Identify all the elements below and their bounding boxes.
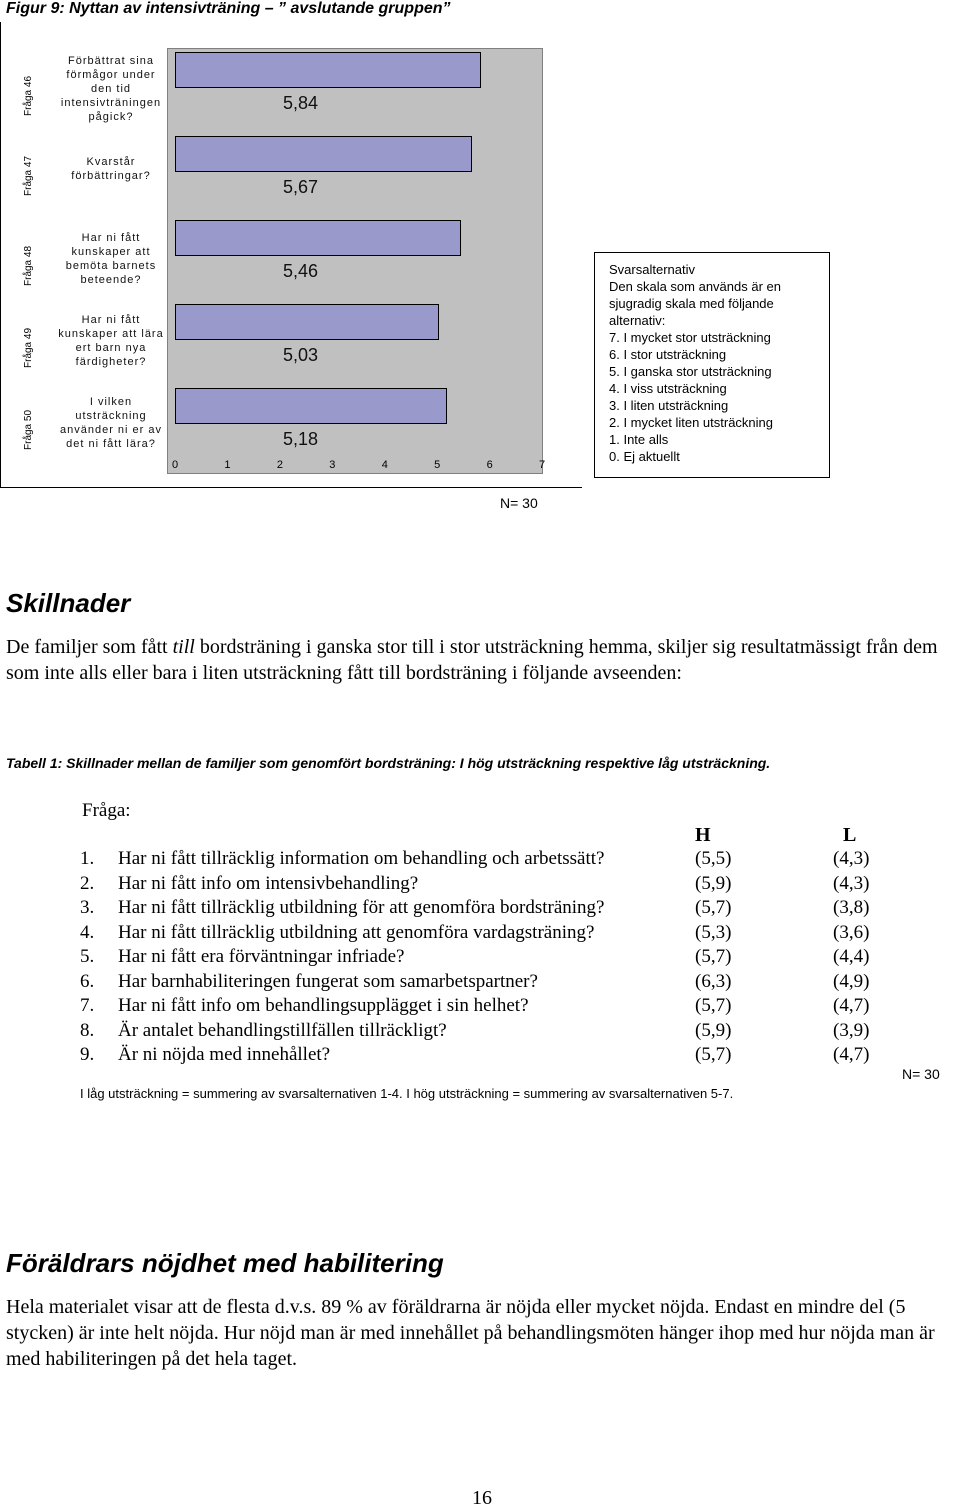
- category-label-line: förbättringar?: [71, 170, 151, 182]
- skillnader-paragraph: [6, 634, 956, 686]
- category-label-line: kunskaper att lära: [58, 328, 164, 340]
- para-post: bordsträning i ganska stor till i stor utsträckning hemma, skiljer sig resultatmässigt från dem som inte alls eller bara i liten utsträckning fått till bordsträning i följande avseenden:: [6, 636, 938, 684]
- category-label: [51, 155, 171, 183]
- question-number: 1.: [80, 848, 95, 869]
- question-text: Är ni nöjda med innehållet?: [118, 1044, 331, 1065]
- value-h: (5,7): [695, 1044, 732, 1065]
- category-label-line: I vilken: [89, 396, 133, 408]
- question-text: Har ni fått tillräcklig utbildning för att genomföra bordsträning?: [118, 897, 605, 918]
- bar: [175, 52, 481, 88]
- x-tick-label: 1: [224, 459, 231, 471]
- question-text: Har ni fått tillräcklig information om behandling och arbetssätt?: [118, 848, 605, 869]
- row-label: [21, 132, 39, 212]
- value-h: (5,7): [695, 897, 732, 918]
- row-label: [21, 52, 39, 132]
- row-label-text: Fråga 48: [23, 245, 34, 286]
- category-label-line: pågick?: [88, 111, 134, 123]
- value-h: (6,3): [695, 970, 732, 992]
- page-number: 16: [472, 1487, 492, 1509]
- bar-value-label: 5,84: [283, 93, 319, 113]
- question-number: 4.: [80, 921, 95, 943]
- question-number: 6.: [80, 970, 95, 992]
- legend-line: 6. I stor utsträckning: [609, 347, 727, 362]
- chart-legend: [594, 252, 830, 478]
- category-label-line: intensivträningen: [60, 97, 162, 109]
- category-label: [51, 231, 171, 287]
- para-pre: De familjer som fått: [6, 636, 173, 658]
- value-l: (3,6): [833, 921, 870, 943]
- category-label-line: färdigheter?: [75, 356, 147, 368]
- question-text: Har ni fått info om behandlingsupplägget i sin helhet?: [118, 995, 529, 1016]
- legend-line: Den skala som används är en: [609, 279, 781, 294]
- legend-line: Svarsalternativ: [609, 262, 695, 277]
- value-l: (4,7): [833, 995, 870, 1016]
- row-label: [21, 304, 39, 384]
- value-h: (5,5): [695, 848, 732, 869]
- category-label-line: Förbättrat sina: [68, 55, 154, 67]
- legend-line: sjugradig skala med följande: [609, 296, 774, 311]
- question-number: 7.: [80, 995, 95, 1016]
- category-label-line: det ni fått lära?: [66, 438, 156, 450]
- x-tick-label: 3: [329, 459, 336, 471]
- legend-line: 7. I mycket stor utsträckning: [609, 330, 771, 345]
- chart-n-label: N= 30: [500, 495, 538, 511]
- question-number: 9.: [80, 1044, 95, 1065]
- value-l: (4,9): [833, 970, 870, 992]
- legend-line: 2. I mycket liten utsträckning: [609, 415, 774, 430]
- column-header-h: H: [695, 824, 711, 846]
- question-text: Har barnhabiliteringen fungerat som samarbetspartner?: [118, 970, 538, 992]
- value-h: (5,3): [695, 921, 732, 943]
- row-label: [21, 386, 39, 466]
- section-heading-nojdhet: Föräldrars nöjdhet med habilitering: [6, 1248, 444, 1278]
- value-h: (5,7): [695, 995, 732, 1016]
- legend-line: 4. I viss utsträckning: [609, 381, 727, 396]
- question-text: Har ni fått info om intensivbehandling?: [118, 872, 419, 894]
- legend-line: 1. Inte alls: [609, 432, 669, 447]
- category-label: [51, 54, 171, 124]
- table-footnote: I låg utsträckning = summering av svarsalternativen 1-4. I hög utsträckning = summering av svarsalternativen 5-7.: [80, 1086, 734, 1101]
- bar-chart: [0, 22, 582, 488]
- category-label-line: Har ni fått: [81, 232, 141, 244]
- bar: [175, 136, 472, 172]
- value-l: (3,9): [833, 1019, 870, 1041]
- category-label-line: förmågor under: [66, 69, 156, 81]
- x-tick-label: 6: [486, 459, 493, 471]
- value-l: (4,4): [833, 946, 870, 967]
- section-heading-skillnader: Skillnader: [6, 588, 131, 618]
- value-l: (4,7): [833, 1044, 870, 1065]
- question-text: Är antalet behandlingstillfällen tillräckligt?: [118, 1019, 447, 1041]
- category-label: [51, 313, 171, 369]
- bar: [175, 304, 439, 340]
- row-label-text: Fråga 46: [23, 75, 34, 116]
- legend-line: alternativ:: [609, 313, 666, 328]
- table-n-label: N= 30: [902, 1066, 940, 1082]
- bar-value-label: 5,03: [283, 345, 319, 365]
- value-l: (4,3): [833, 848, 870, 869]
- bar: [175, 388, 447, 424]
- category-label-line: Kvarstår: [86, 156, 136, 168]
- category-label-line: beteende?: [80, 274, 142, 286]
- legend-line: 5. I ganska stor utsträckning: [609, 364, 772, 379]
- nojdhet-paragraph: Hela materialet visar att de flesta d.v.s. 89 % av föräldrarna är nöjda eller mycket nöjda. Endast en mindre del (5 stycken) är inte helt nöjda. Hur nöjd man är med innehållet på behandlingsmöten hänger ihop med hur nöjda man är med habiliteringen på det hela taget.: [6, 1296, 935, 1370]
- question-text: Har ni fått era förväntningar infriade?: [118, 946, 405, 967]
- row-label-text: Fråga 50: [23, 409, 34, 450]
- question-header: Fråga:: [82, 800, 131, 821]
- value-l: (4,3): [833, 872, 870, 894]
- row-label: [21, 222, 39, 302]
- category-label-line: kunskaper att: [71, 246, 151, 258]
- value-h: (5,9): [695, 1019, 732, 1041]
- category-label: [51, 395, 171, 451]
- legend-line: 0. Ej aktuellt: [609, 449, 680, 464]
- question-number: 8.: [80, 1019, 95, 1041]
- category-label-line: Har ni fått: [81, 314, 141, 326]
- category-label-line: ert barn nya: [75, 342, 147, 354]
- row-label-text: Fråga 49: [23, 327, 34, 368]
- legend-line: 3. I liten utsträckning: [609, 398, 729, 413]
- value-h: (5,9): [695, 872, 732, 894]
- bar-value-label: 5,67: [283, 177, 319, 197]
- question-number: 2.: [80, 872, 95, 894]
- value-l: (3,8): [833, 897, 870, 918]
- question-text: Har ni fått tillräcklig utbildning att genomföra vardagsträning?: [118, 921, 595, 943]
- bar-value-label: 5,18: [283, 429, 319, 449]
- question-number: 3.: [80, 897, 95, 918]
- row-label-text: Fråga 47: [23, 155, 34, 196]
- category-label-line: den tid: [90, 83, 132, 95]
- column-header-l: L: [843, 824, 857, 846]
- question-number: 5.: [80, 946, 95, 967]
- bar: [175, 220, 461, 256]
- x-tick-label: 4: [381, 459, 388, 471]
- para-emphasis: till: [172, 636, 195, 658]
- figure-title: Figur 9: Nyttan av intensivträning – ” avslutande gruppen”: [6, 0, 451, 17]
- table-caption: Tabell 1: Skillnader mellan de familjer som genomfört bordsträning: I hög utsträckning respektive låg utsträckning.: [6, 755, 771, 771]
- x-tick-label: 7: [539, 459, 546, 471]
- x-tick-label: 5: [434, 459, 441, 471]
- bar-value-label: 5,46: [283, 261, 319, 281]
- category-label-line: utsträckning: [75, 410, 147, 422]
- category-label-line: använder ni er av: [60, 424, 162, 436]
- value-h: (5,7): [695, 946, 732, 967]
- x-tick-label: 2: [276, 459, 283, 471]
- x-tick-label: 0: [172, 459, 179, 471]
- category-label-line: bemöta barnets: [65, 260, 157, 272]
